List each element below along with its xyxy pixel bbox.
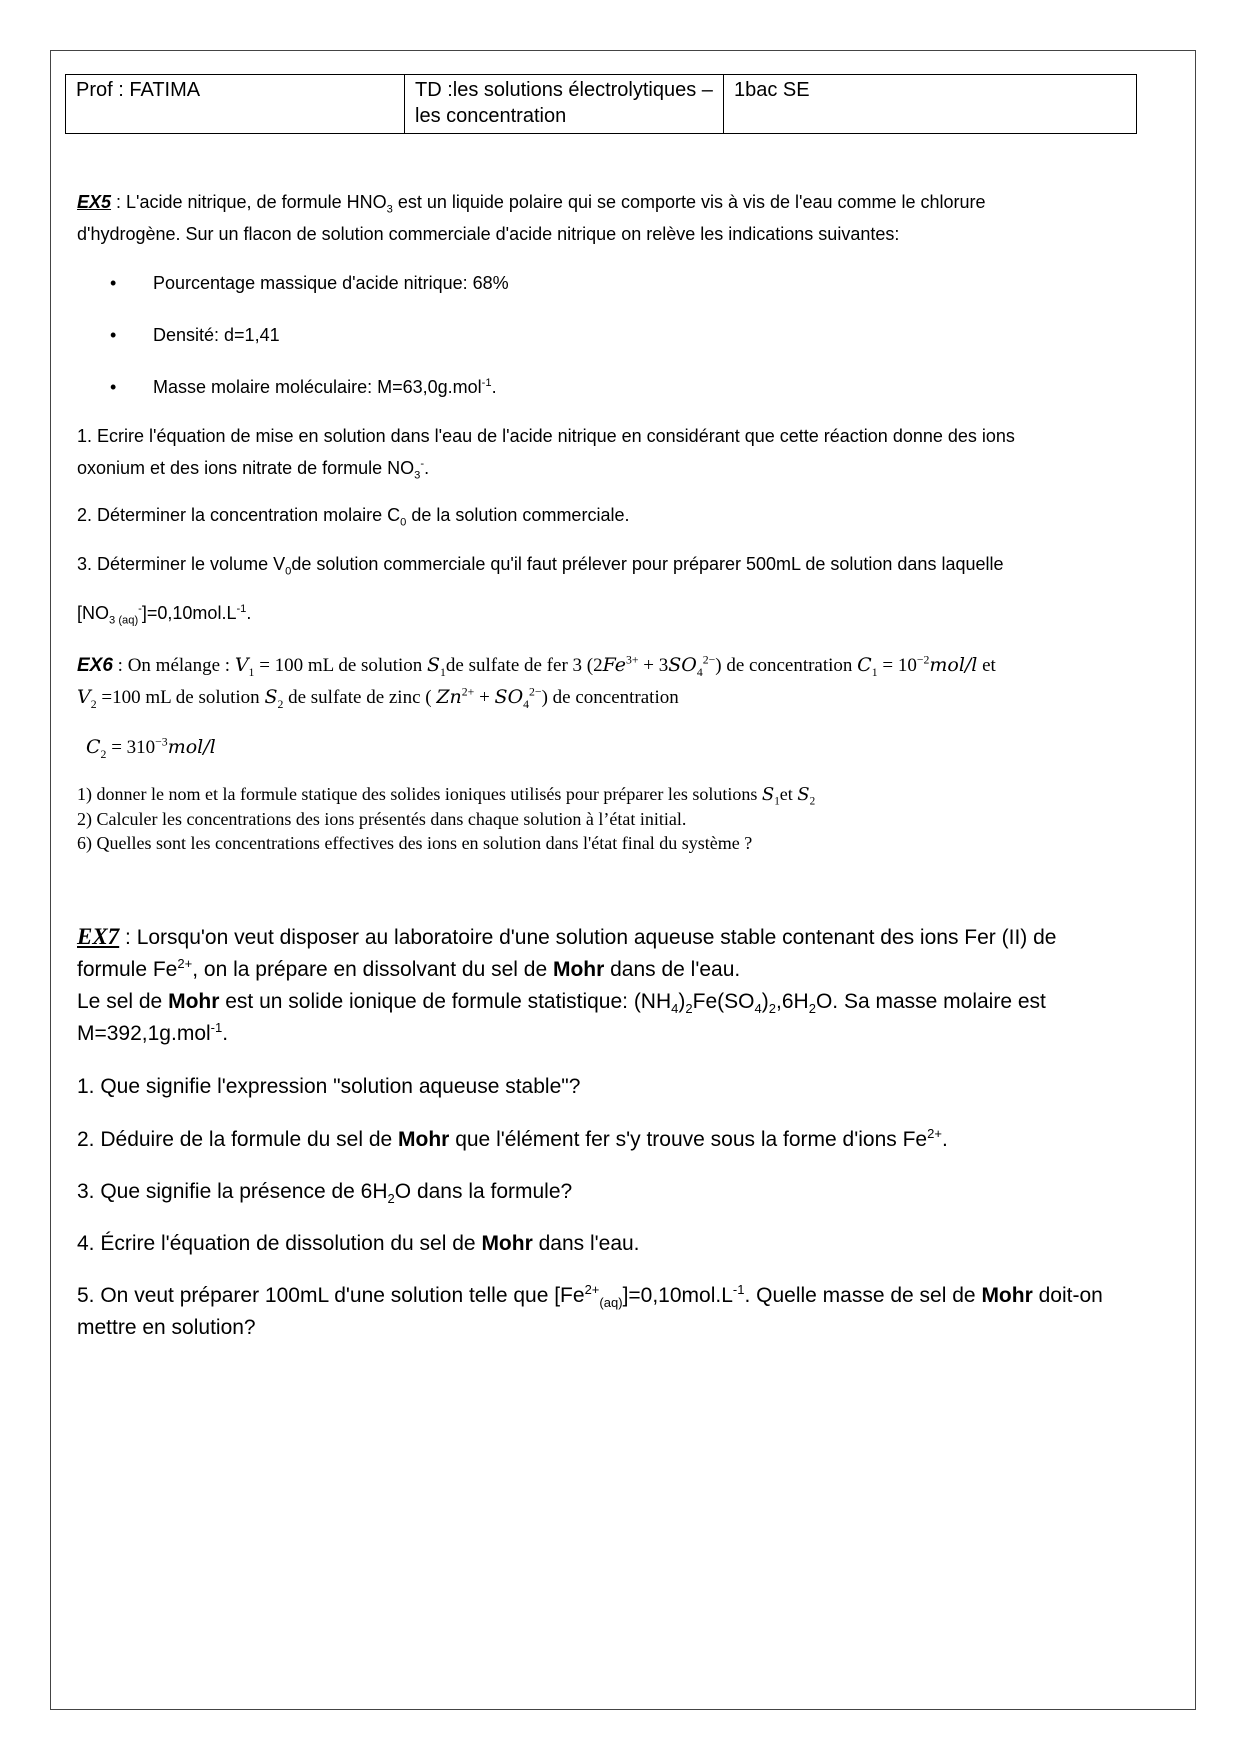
ex7-sub-2b: 2 — [768, 1001, 776, 1017]
ex7-mohr-3: Mohr — [398, 1128, 450, 1151]
ex6-l1-a: : On mélange : — [112, 655, 235, 676]
ex6-unit-2: mol/l — [167, 736, 216, 758]
ex7-mohr-4: Mohr — [481, 1232, 533, 1255]
ex5-q1-line1: 1. Ecrire l'équation de mise en solution dans l'eau de l'acide nitrique en considérant que cette réaction donne des ions — [77, 426, 1015, 446]
header-title-cell — [405, 75, 724, 134]
ex6-unit-1: mol/l — [929, 654, 978, 676]
ex5-q1-sub: 3 — [414, 469, 421, 482]
ex7-q2-b: que l'élément fer s'y trouve sous la forme d'ions Fe — [449, 1128, 928, 1151]
ex7-q2-c: . — [941, 1128, 948, 1151]
ex6-fe: Fe — [602, 654, 626, 676]
ex5-bullet2-text: Densité: d=1,41 — [153, 325, 280, 345]
ex7-l3-f: O. Sa masse molaire est — [815, 990, 1046, 1013]
ex6-var-c2: C — [86, 736, 101, 758]
ex6-q1-sub1: 1 — [774, 795, 780, 808]
ex5-q1-text: oxonium et des ions nitrate de formule NO — [77, 458, 415, 478]
ex5-q2-text: 2. Déterminer la concentration molaire C — [77, 505, 401, 525]
ex6-so: SO — [668, 654, 697, 676]
ex7-sub-2c: 2 — [808, 1001, 816, 1017]
ex7-q3-sub: 2 — [387, 1191, 395, 1207]
bullet-dot-icon: • — [110, 273, 117, 293]
ex5-q1-sup: - — [420, 458, 425, 470]
ex7-intro-line1 — [77, 921, 1137, 954]
ex6-q1-s1: S — [761, 784, 775, 805]
ex7-l3-c2: ) — [761, 990, 769, 1013]
ex5-bullet3-text: Masse molaire moléculaire: M=63,0g.mol — [153, 377, 482, 397]
ex7-mohr-2: Mohr — [168, 990, 220, 1013]
ex6-l1-f: = 10 — [877, 655, 917, 676]
ex7-intro-line3 — [77, 986, 1137, 1018]
ex5-q3-end: de solution commerciale qu'il faut prélever pour préparer 500mL de solution dans laquelle — [291, 554, 1004, 574]
ex5-question-1 — [77, 420, 1137, 484]
ex5-q3c-value: ]=0,10mol.L — [141, 603, 237, 623]
ex5-bullet3-end: . — [491, 377, 497, 397]
ex7-q4 — [77, 1228, 1137, 1260]
ex7-l2-a: formule Fe — [77, 958, 178, 981]
ex6-l1-c: de sulfate de fer 3 (2 — [445, 655, 603, 676]
ex7-q4-a: 4. Écrire l'équation de dissolution du sel de — [77, 1232, 482, 1255]
ex6-l1-g: et — [977, 655, 996, 676]
header-title-line2: les concentration — [415, 105, 567, 127]
ex5-q3c-sup: - — [138, 603, 142, 615]
header-title-line1: TD :les solutions électrolytiques – — [415, 79, 713, 101]
ex6-q2: 2) Calculer les concentrations des ions présentés dans chaque solution à l’état initial. — [77, 809, 687, 829]
ex7-l4-a: M=392,1g.mol — [77, 1022, 211, 1045]
ex5-intro-sub: 3 — [386, 203, 393, 216]
ex6-var-v1: V — [234, 654, 249, 676]
ex7-q5-b: ]=0,10mol.L — [622, 1284, 733, 1307]
ex5-q3c-end: . — [246, 603, 252, 623]
ex6-line1 — [77, 649, 1137, 682]
ex7-q5-sup2: -1 — [732, 1282, 745, 1297]
ex7-mohr-1: Mohr — [552, 958, 605, 981]
ex6-q1-s2: S — [797, 784, 810, 805]
ex7-sub-4a: 4 — [671, 1001, 679, 1017]
ex7-q5-sub: (aq) — [599, 1295, 623, 1311]
ex7-q5-sup: 2+ — [584, 1282, 600, 1297]
ex6-q1-text: 1) donner le nom et la formule statique des solides ioniques utilisés pour préparer les solutions — [77, 784, 762, 804]
ex7-q2-a: 2. Déduire de la formule du sel de — [77, 1128, 399, 1151]
ex5-question-3 — [77, 548, 1137, 580]
ex6-var-c1: C — [857, 654, 872, 676]
ex5-intro-text-a: : L'acide nitrique, de formule HNO — [111, 192, 387, 212]
ex6-l3-a: = 310 — [106, 737, 156, 758]
ex5-intro-line1 — [77, 186, 1137, 218]
ex7-sub-2a: 2 — [685, 1001, 693, 1017]
ex5-q2-end: de la solution commerciale. — [406, 505, 630, 525]
ex6-sub-2c: 2 — [100, 747, 107, 761]
ex5-bullet3-sup: -1 — [481, 377, 492, 389]
ex6-so-2: SO — [494, 686, 524, 708]
ex7-intro — [77, 921, 1137, 1050]
header-prof-cell — [66, 75, 405, 134]
ex7-l2-sup: 2+ — [177, 956, 193, 971]
ex7-q2-sup: 2+ — [927, 1126, 942, 1141]
ex7-l3-d: Fe(SO — [692, 990, 755, 1013]
ex6-exp-m2: −2 — [916, 653, 930, 667]
ex7-q5-c: . Quelle masse de sel de — [744, 1284, 982, 1307]
ex5-intro — [77, 186, 1137, 250]
ex5-intro-line2: d'hydrogène. Sur un flacon de solution commerciale d'acide nitrique on relève les indications suivantes: — [77, 224, 900, 244]
ex5-q3c-sup2: -1 — [236, 603, 247, 615]
ex7-l3-e: ,6H — [776, 990, 809, 1013]
ex7-intro-line4 — [77, 1018, 1137, 1050]
ex7-q4-b: dans l'eau. — [532, 1232, 640, 1255]
ex6-var-v2: V — [77, 686, 91, 708]
ex6-q1-sub2: 2 — [809, 795, 816, 808]
ex5-intro-text-b: est un liquide polaire qui se comporte vis à vis de l'eau comme le chlorure — [392, 192, 986, 212]
ex5-bullet1-text: Pourcentage massique d'acide nitrique: 68% — [153, 273, 509, 293]
ex5-bullet-list — [110, 270, 509, 426]
header-table — [65, 74, 1137, 134]
ex6-exp-m3: −3 — [155, 735, 168, 749]
ex6-so-charge: 2− — [702, 653, 716, 667]
ex5-q2-sub: 0 — [400, 516, 407, 529]
ex5-q1-line2 — [77, 452, 1137, 484]
ex6-var-s2: S — [264, 686, 278, 708]
ex7-l2-b: , on la prépare en dissolvant du sel de — [192, 958, 553, 981]
ex6-fe-charge: 3+ — [626, 653, 639, 667]
ex6-so-charge-2: 2− — [529, 685, 542, 699]
ex7-l4-sup: -1 — [210, 1020, 223, 1035]
ex7-q3-a: 3. Que signifie la présence de 6H — [77, 1180, 388, 1203]
ex7-label: EX7 — [77, 924, 120, 949]
ex6-sub-1: 1 — [248, 665, 255, 679]
ex6-l2-a: =100 mL de solution — [96, 687, 265, 708]
ex5-q3c-text: [NO — [77, 603, 110, 623]
ex6-l1-e: ) de concentration — [715, 655, 858, 676]
header-prof: Prof : FATIMA — [76, 79, 201, 101]
ex6-l2-b: de sulfate de zinc ( — [283, 687, 437, 708]
ex6-sub-2: 2 — [90, 697, 97, 711]
ex6-q1-and: et — [779, 784, 798, 804]
ex6-sub-1b: 1 — [440, 665, 446, 679]
ex7-l1: : Lorsqu'on veut disposer au laboratoire d'une solution aqueuse stable contenant des ions Fer (II) de — [119, 926, 1057, 949]
ex6-l1-b: = 100 mL de solution — [254, 655, 427, 676]
ex7-l3-c: ) — [678, 990, 686, 1013]
ex6-q1 — [77, 782, 1137, 807]
ex7-mohr-5: Mohr — [981, 1284, 1033, 1307]
ex7-l4-b: . — [222, 1022, 229, 1045]
header-level-cell — [724, 75, 1137, 134]
ex6-label: EX6 — [77, 655, 113, 676]
ex6-l2-d: ) de concentration — [541, 687, 679, 708]
ex6-so-sub: 4 — [696, 665, 703, 679]
header-level: 1bac SE — [734, 79, 810, 101]
ex5-question-3-condition — [77, 597, 1137, 629]
ex7-q2 — [77, 1124, 1137, 1156]
ex6-sub-2b: 2 — [277, 697, 284, 711]
ex7-q1: 1. Que signifie l'expression "solution aqueuse stable"? — [77, 1075, 581, 1098]
ex5-bullet-1 — [110, 270, 509, 322]
ex6-l2-c: + — [474, 687, 495, 708]
ex6-zn-charge: 2+ — [461, 685, 475, 699]
ex5-q3-text: 3. Déterminer le volume V — [77, 554, 286, 574]
ex7-l3-a: Le sel de — [77, 990, 169, 1013]
ex6-zn: Zn — [436, 686, 462, 708]
ex7-intro-line2 — [77, 954, 1137, 986]
ex6-questions — [77, 782, 1137, 855]
bullet-dot-icon: • — [110, 325, 117, 345]
ex6-line3 — [86, 731, 1146, 764]
ex6-sub-1c: 1 — [871, 665, 878, 679]
ex6-line2 — [77, 681, 1137, 714]
ex7-q5-line2: mettre en solution? — [77, 1316, 256, 1339]
ex7-l3-b: est un solide ionique de formule statistique: (NH — [219, 990, 672, 1013]
ex5-question-2 — [77, 499, 1137, 531]
ex5-bullet-3 — [110, 374, 509, 426]
ex7-q5-a: 5. On veut préparer 100mL d'une solution telle que [Fe — [77, 1284, 585, 1307]
ex5-bullet-2 — [110, 322, 509, 374]
ex6-q6: 6) Quelles sont les concentrations effectives des ions en solution dans l'état final du système ? — [77, 833, 753, 853]
ex5-q3c-sub: 3 (aq) — [109, 614, 139, 627]
ex6-so-sub-2: 4 — [523, 697, 530, 711]
bullet-dot-icon: • — [110, 377, 117, 397]
ex7-q3-b: O dans la formule? — [394, 1180, 573, 1203]
ex6-var-s1: S — [427, 654, 441, 676]
ex7-q5-d: doit-on — [1032, 1284, 1103, 1307]
ex7-q5 — [77, 1280, 1137, 1344]
ex7-q3 — [77, 1176, 1137, 1208]
ex5-label: EX5 — [77, 192, 112, 212]
ex7-l2-c: dans de l'eau. — [604, 958, 741, 981]
ex6-l1-d: + 3 — [638, 655, 669, 676]
ex7-q5-line1 — [77, 1280, 1137, 1312]
ex7-sub-4b: 4 — [754, 1001, 762, 1017]
ex5-q1-end: . — [424, 458, 430, 478]
ex5-q3-sub: 0 — [285, 565, 292, 578]
